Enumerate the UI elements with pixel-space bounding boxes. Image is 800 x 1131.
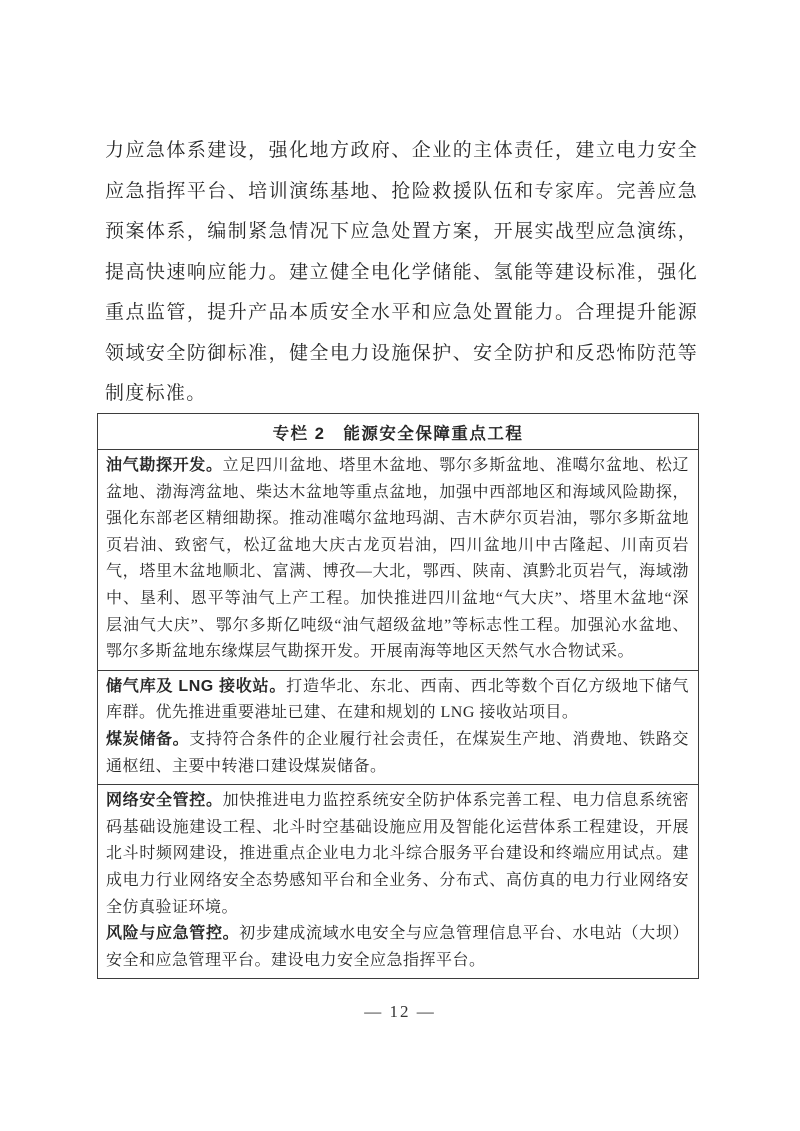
section-lead-risk-emergency-control: 风险与应急管控。: [106, 925, 240, 943]
section-lead-cybersecurity-control: 网络安全管控。: [106, 792, 223, 810]
section-coal-reserves: [106, 727, 689, 780]
section-risk-emergency-control: [106, 921, 689, 974]
section-text-risk-emergency-control: 初步建成流域水电安全与应急管理信息平台、水电站（大坝）安全和应急管理平台。建设电力安全应急指挥平台。: [106, 925, 689, 969]
page-number: — 12 —: [364, 1002, 436, 1021]
section-gas-storage-lng: [106, 674, 689, 727]
box-row-storage-reserves: [98, 671, 698, 785]
box-row-cyber-risk: [98, 785, 698, 978]
section-cybersecurity-control: [106, 788, 689, 921]
section-text-oil-gas-exploration: 立足四川盆地、塔里木盆地、鄂尔多斯盆地、准噶尔盆地、松辽盆地、渤海湾盆地、柴达木盆地等重点盆地，加强中西部地区和海域风险勘探，强化东部老区精细勘探。推动准噶尔盆地玛湖、吉木萨尔页岩油，鄂尔多斯盆地页岩油、致密气，松辽盆地大庆古龙页岩油，四川盆地川中古隆起、川南页岩气，塔里木盆地顺北、富满、博孜—大北，鄂西、陕南、滇黔北页岩气，海域渤中、垦利、恩平等油气上产工程。加快推进四川盆地“气大庆”、塔里木盆地“深层油气大庆”、鄂尔多斯亿吨级“油气超级盆地”等标志性工程。加强沁水盆地、鄂尔多斯盆地东缘煤层气勘探开发。开展南海等地区天然气水合物试采。: [106, 457, 689, 661]
section-text-coal-reserves: 支持符合条件的企业履行社会责任，在煤炭生产地、消费地、铁路交通枢纽、主要中转港口建设煤炭储备。: [106, 730, 689, 775]
section-lead-coal-reserves: 煤炭储备。: [106, 730, 190, 748]
box-row-oil-gas-exploration: [98, 450, 698, 671]
section-text-gas-storage-lng: 打造华北、东北、西南、西北等数个百亿方级地下储气库群。优先推进重要港址已建、在建和规划的 LNG 接收站项目。: [106, 677, 689, 722]
section-lead-gas-storage-lng: 储气库及 LNG 接收站。: [106, 677, 287, 695]
section-text-cybersecurity-control: 加快推进电力监控系统安全防护体系完善工程、电力信息系统密码基础设施建设工程、北斗时空基础设施应用及智能化运营体系工程建设，开展北斗时频网建设，推进重点企业电力北斗综合服务平台建设和终端应用试点。建成电力行业网络安全态势感知平台和全业务、分布式、高仿真的电力行业网络安全仿真验证环境。: [106, 792, 689, 916]
section-lead-oil-gas-exploration: 油气勘探开发。: [106, 457, 223, 474]
box-title: 专栏 2 能源安全保障重点工程: [98, 414, 698, 450]
section-oil-gas-exploration: [106, 453, 689, 666]
body-paragraph: 力应急体系建设，强化地方政府、企业的主体责任，建立电力安全应急指挥平台、培训演练基地、抢险救援队伍和专家库。完善应急预案体系，编制紧急情况下应急处置方案，开展实战型应急演练，提高快速响应能力。建立健全电化学储能、氢能等建设标准，强化重点监管，提升产品本质安全水平和应急处置能力。合理提升能源领域安全防御标准，健全电力设施保护、安全防护和反恐怖防范等制度标准。: [105, 140, 698, 404]
feature-box: [97, 413, 699, 979]
